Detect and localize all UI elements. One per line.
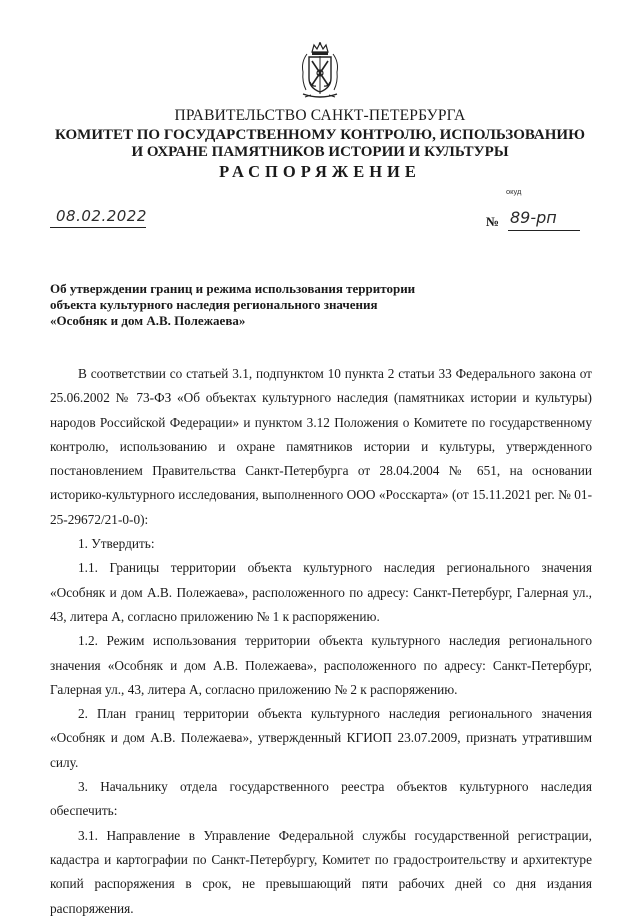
- number-underline: [508, 230, 580, 231]
- document-title-line3: «Особняк и дом А.В. Полежаева»: [50, 313, 246, 328]
- paragraph-item-1-1: 1.1. Границы территории объекта культурного наследия регионального значения «Особняк и дом А.В. Полежаева», расположенного по адресу: Санкт-Петербург, Галерная ул., 43, литера А, согласно приложению № 1 к распоряжению.: [50, 560, 592, 624]
- document-title-line2: объекта культурного наследия регионального значения: [50, 297, 378, 312]
- paragraph-item-2: 2. План границ территории объекта культурного наследия регионального значения «Особняк и дом А.В. Полежаева», утвержденный КГИОП 23.07.2009, признать утратившим силу.: [50, 706, 592, 770]
- committee-name-line1: КОМИТЕТ ПО ГОСУДАРСТВЕННОМУ КОНТРОЛЮ, ИСПОЛЬЗОВАНИЮ: [55, 127, 585, 143]
- paragraph-preamble: В соответствии со статьей 3.1, подпунктом 10 пункта 2 статьи 33 Федерального закона от 25.06.2002 № 73-ФЗ «Об объектах культурного наследия (памятниках истории и культуры) народов Российской Федерации» и пунктом 3.12 Положения о Комитете по государственному контролю, использованию и охране памятников истории и культуры, утвержденного постановлением Правительства Санкт-Петербурга от 28.04.2004 № 651, на основании историко-культурного исследования, выполненного ООО «Росскарта» (от 15.11.2021 рег. № 01-25-29672/21-0-0):: [50, 366, 592, 527]
- committee-name-line2: И ОХРАНЕ ПАМЯТНИКОВ ИСТОРИИ И КУЛЬТУРЫ: [131, 144, 509, 160]
- document-body: [50, 362, 592, 921]
- document-title-line1: Об утверждении границ и режима использования территории: [50, 281, 416, 296]
- paragraph-item-3-1: 3.1. Направление в Управление Федеральной службы государственной регистрации, кадастра и картографии по Санкт-Петербургу, Комитет по градостроительству и архитектуре копий распоряжения в срок, не превышающий пяти рабочих дней со дня издания распоряжения.: [50, 827, 592, 916]
- paragraph-item-1: 1. Утвердить:: [78, 536, 155, 552]
- document-date-value: 08.02.2022: [56, 207, 147, 225]
- okud-label: окуд: [506, 187, 522, 196]
- document-type: РАСПОРЯЖЕНИЕ: [219, 162, 421, 181]
- document-number-value: 89-рп: [510, 208, 557, 227]
- document-title: [50, 281, 430, 329]
- document-date: [50, 205, 145, 231]
- document-number: [486, 208, 582, 234]
- government-title: ПРАВИТЕЛЬСТВО САНКТ-ПЕТЕРБУРГА: [174, 107, 466, 124]
- paragraph-item-1-2: 1.2. Режим использования территории объекта культурного наследия регионального значения «Особняк и дом А.В. Полежаева», расположенного по адресу: Санкт-Петербург, Галерная ул., 43, литера А, согласно приложению № 2 к распоряжению.: [50, 633, 592, 697]
- date-underline: [50, 227, 146, 228]
- committee-name: [0, 127, 640, 161]
- st-petersburg-coat-of-arms-icon: [297, 42, 343, 100]
- number-sign: №: [486, 214, 500, 229]
- paragraph-item-3: 3. Начальнику отдела государственного реестра объектов культурного наследия обеспечить:: [50, 779, 592, 819]
